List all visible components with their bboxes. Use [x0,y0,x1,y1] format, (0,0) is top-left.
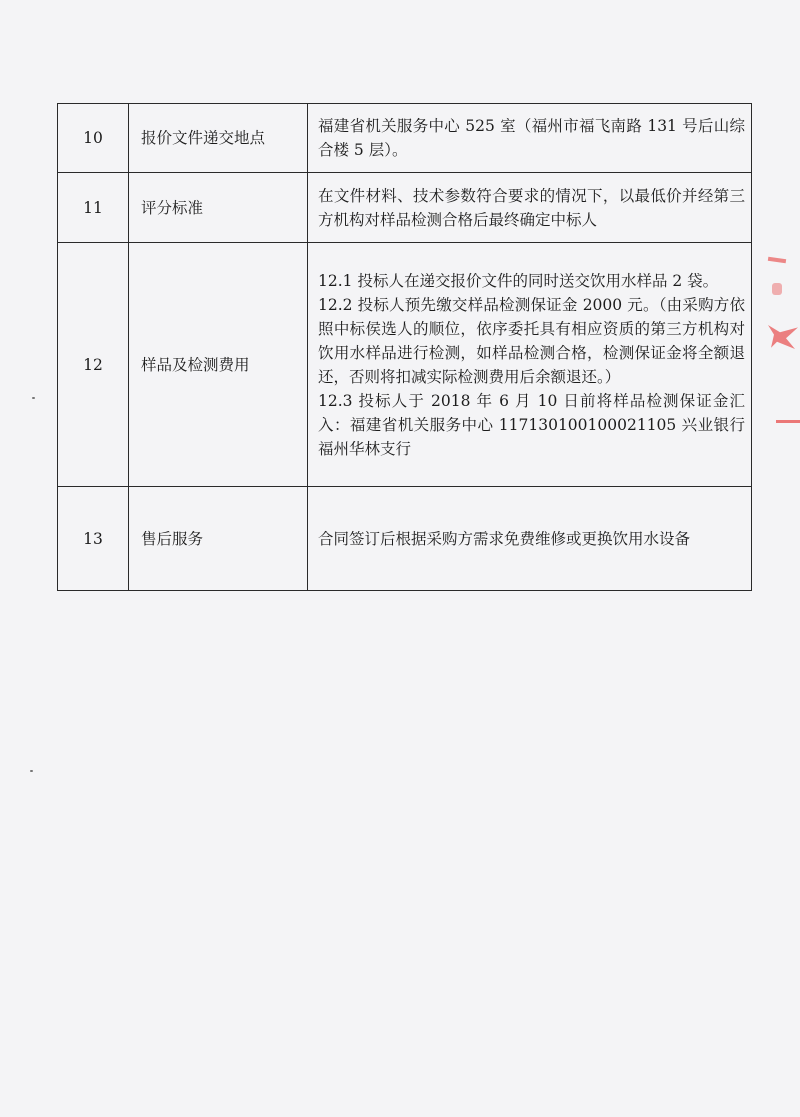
row-number: 13 [58,487,129,591]
row-number: 12 [58,243,129,487]
row-item: 评分标准 [129,173,308,243]
content-paragraph: 在文件材料、技术参数符合要求的情况下，以最低价并经第三方机构对样品检测合格后最终确定中标人 [318,186,745,229]
content-paragraph: 12.1 投标人在递交报价文件的同时送交饮用水样品 2 袋。 [318,271,719,290]
table-row [58,104,752,173]
requirements-table [57,103,752,591]
row-content [308,173,752,243]
seal-fragment [768,257,786,263]
content-paragraph: 12.2 投标人预先缴交样品检测保证金 2000 元。（由采购方依照中标侯选人的顺位，依序委托具有相应资质的第三方机构对饮用水样品进行检测，如样品检测合格，检测保证金将全额退还，否则将扣减实际检测费用后余额退还。） [318,295,745,386]
scan-speck [30,770,33,772]
seal-fragment [768,325,798,349]
content-paragraph: 合同签订后根据采购方需求免费维修或更换饮用水设备 [318,529,691,548]
table-row [58,243,752,487]
scan-speck [32,397,35,399]
seal-fragment [776,420,800,423]
row-item: 售后服务 [129,487,308,591]
seal-fragment [772,283,782,295]
table-row [58,487,752,591]
table-row [58,173,752,243]
row-number: 10 [58,104,129,173]
content-paragraph: 福建省机关服务中心 525 室（福州市福飞南路 131 号后山综合楼 5 层）。 [318,117,745,159]
row-number: 11 [58,173,129,243]
row-content [308,487,752,591]
row-content [308,104,752,173]
row-item: 样品及检测费用 [129,243,308,487]
content-paragraph: 12.3 投标人于 2018 年 6 月 10 日前将样品检测保证金汇入：福建省机关服务中心 117130100100021105 兴业银行福州华林支行 [318,391,745,458]
row-content [308,243,752,487]
row-item: 报价文件递交地点 [129,104,308,173]
